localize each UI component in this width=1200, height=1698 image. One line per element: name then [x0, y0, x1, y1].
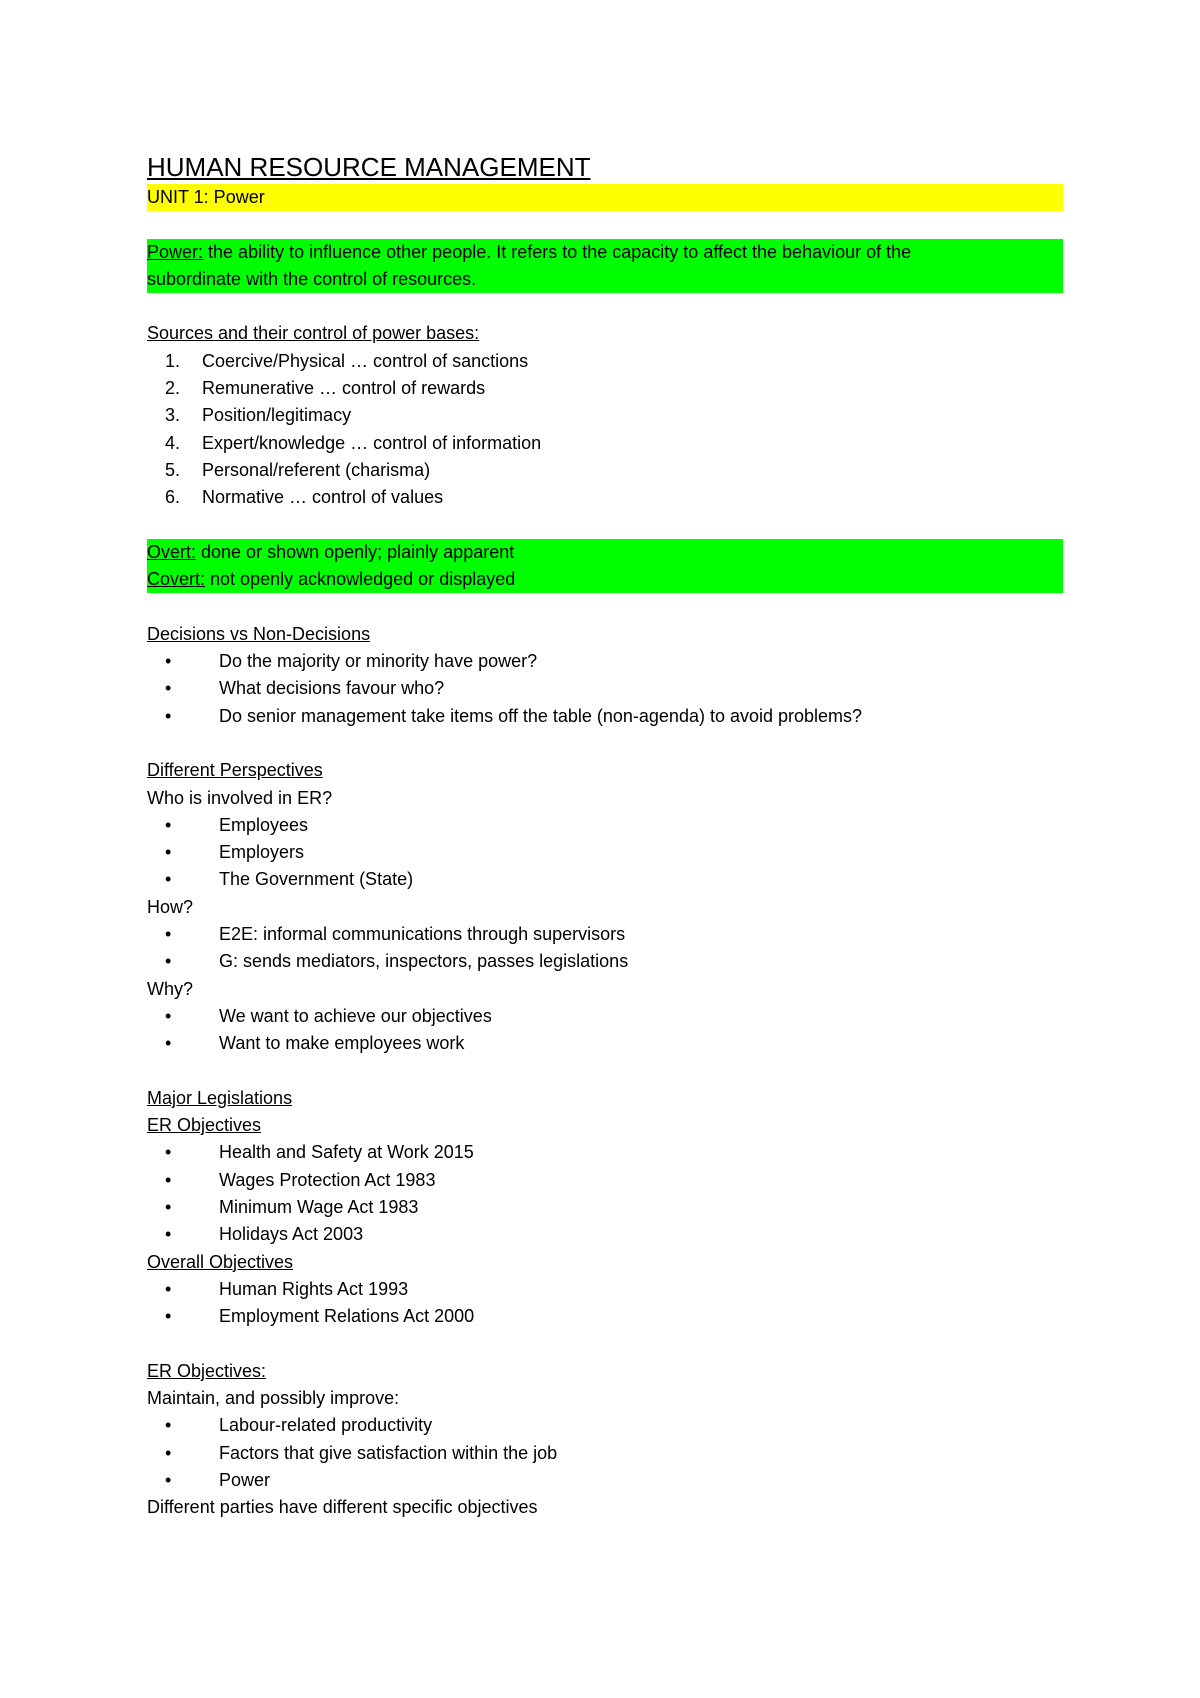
list-item: 3. Position/legitimacy	[165, 405, 352, 426]
power-def-line1: the ability to influence other people. It refers to the capacity to affect the behaviour of the	[203, 241, 912, 262]
er-objectives-heading: ER Objectives:	[147, 1360, 267, 1381]
bullet-icon: •	[165, 1469, 172, 1490]
list-item: • E2E: informal communications through supervisors	[147, 921, 1063, 948]
bullet-icon: •	[165, 814, 172, 835]
decisions-list	[147, 648, 1063, 730]
why-question: Why?	[147, 978, 194, 999]
list-item: 5. Personal/referent (charisma)	[165, 459, 431, 480]
bullet-icon: •	[165, 1415, 172, 1436]
bullet-icon: •	[165, 951, 172, 972]
power-definition	[147, 239, 1063, 294]
list-item: • Employers	[147, 839, 1063, 866]
list-item: 4. Expert/knowledge … control of information	[165, 432, 542, 453]
er-objectives-closing: Different parties have different specific objectives	[147, 1497, 538, 1518]
overt-term: Overt:	[147, 541, 197, 562]
bullet-icon: •	[165, 705, 172, 726]
list-item: 1. Coercive/Physical … control of sanctions	[165, 350, 529, 371]
bullet-icon: •	[165, 1196, 172, 1217]
list-item: 6. Normative … control of values	[165, 487, 444, 508]
list-item: 2. Remunerative … control of rewards	[165, 378, 486, 399]
list-item: • Human Rights Act 1993	[147, 1276, 1063, 1303]
why-list	[147, 1003, 1063, 1058]
list-item: • Factors that give satisfaction within the job	[147, 1440, 1063, 1467]
bullet-icon: •	[165, 1442, 172, 1463]
document-page	[147, 150, 1063, 1522]
overall-objectives-subheading: Overall Objectives	[147, 1251, 294, 1272]
er-objectives-subheading: ER Objectives	[147, 1115, 262, 1136]
list-item: • Labour-related productivity	[147, 1412, 1063, 1439]
perspectives-heading: Different Perspectives	[147, 760, 323, 781]
bullet-icon: •	[165, 842, 172, 863]
er-legislation-list	[147, 1139, 1063, 1248]
overt-covert-block	[147, 539, 1063, 594]
sources-heading: Sources and their control of power bases:	[147, 323, 480, 344]
list-item: • What decisions favour who?	[147, 675, 1063, 702]
list-item: • Minimum Wage Act 1983	[147, 1194, 1063, 1221]
overall-legislation-list	[147, 1276, 1063, 1331]
bullet-icon: •	[165, 1005, 172, 1026]
bullet-icon: •	[165, 1142, 172, 1163]
sources-list	[147, 348, 1063, 512]
list-item: • Employment Relations Act 2000	[147, 1303, 1063, 1330]
decisions-heading: Decisions vs Non-Decisions	[147, 623, 371, 644]
bullet-icon: •	[165, 869, 172, 890]
bullet-icon: •	[165, 1306, 172, 1327]
list-item: • Health and Safety at Work 2015	[147, 1139, 1063, 1166]
power-term: Power:	[147, 241, 204, 262]
list-item: • Do senior management take items off the table (non-agenda) to avoid problems?	[147, 703, 1063, 730]
power-def-line2: subordinate with the control of resources.	[147, 268, 477, 289]
who-question: Who is involved in ER?	[147, 787, 333, 808]
how-question: How?	[147, 896, 194, 917]
who-list	[147, 812, 1063, 894]
list-item: • Do the majority or minority have power?	[147, 648, 1063, 675]
er-objectives-intro: Maintain, and possibly improve:	[147, 1388, 400, 1409]
unit-banner: UNIT 1: Power	[147, 184, 1063, 211]
bullet-icon: •	[165, 1033, 172, 1054]
bullet-icon: •	[165, 651, 172, 672]
how-list	[147, 921, 1063, 976]
bullet-icon: •	[165, 1224, 172, 1245]
list-item: • We want to achieve our objectives	[147, 1003, 1063, 1030]
list-item: • Want to make employees work	[147, 1030, 1063, 1057]
list-item: • G: sends mediators, inspectors, passes legislations	[147, 948, 1063, 975]
list-item: • Wages Protection Act 1983	[147, 1167, 1063, 1194]
bullet-icon: •	[165, 1278, 172, 1299]
page-title: HUMAN RESOURCE MANAGEMENT	[147, 152, 591, 182]
overt-text: done or shown openly; plainly apparent	[196, 541, 515, 562]
list-item: • Power	[147, 1467, 1063, 1494]
er-objectives-list	[147, 1412, 1063, 1494]
covert-text: not openly acknowledged or displayed	[205, 569, 516, 590]
bullet-icon: •	[165, 924, 172, 945]
bullet-icon: •	[165, 1169, 172, 1190]
list-item: • Employees	[147, 812, 1063, 839]
covert-term: Covert:	[147, 569, 206, 590]
bullet-icon: •	[165, 678, 172, 699]
list-item: • The Government (State)	[147, 866, 1063, 893]
list-item: • Holidays Act 2003	[147, 1221, 1063, 1248]
legislations-heading: Major Legislations	[147, 1087, 293, 1108]
